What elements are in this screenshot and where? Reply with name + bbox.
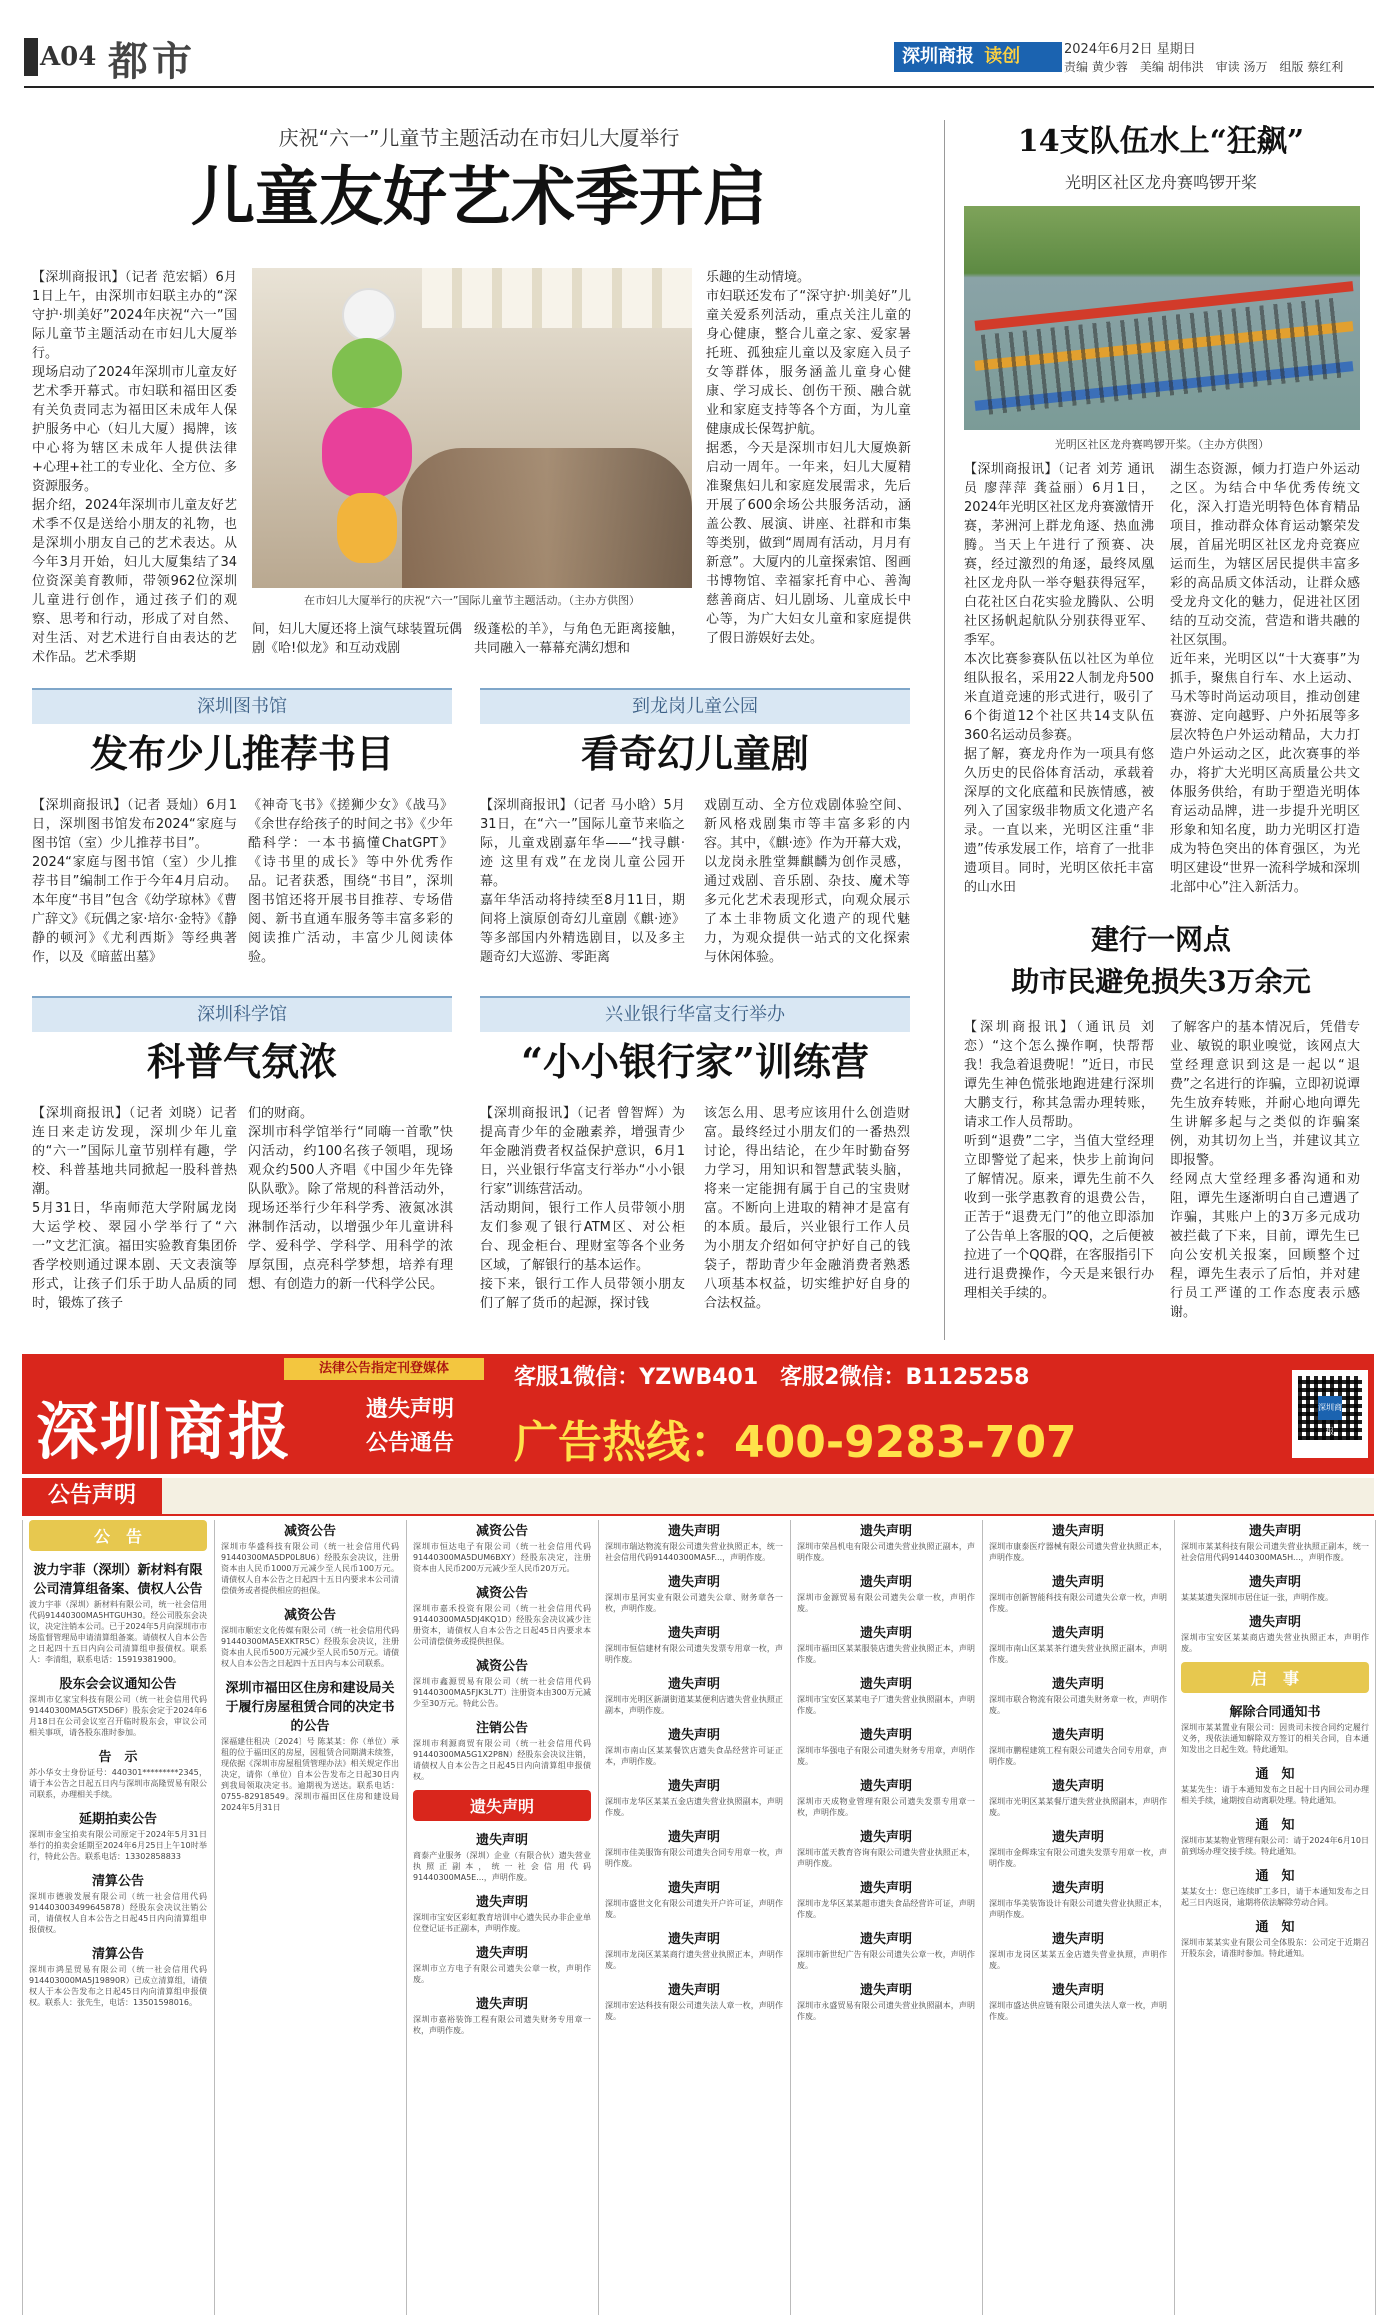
notice-title: 遗失声明 [667,1779,720,1794]
longgang-col1-text: 【深圳商报讯】（记者 马小晗）5月31日，在“六一”国际儿童节来临之际，儿童戏剧嘉年华——“找寻麒·迹 这里有戏”在龙岗儿童公园开幕。 嘉年华活动将持续至8月11日，期间将上演原创奇幻儿童剧《麒·迹》等多部国内外精选剧目，以及多主题奇幻大巡游、零距离 [480,798,685,965]
notice-title: 遗失声明 [1051,1677,1104,1692]
notice-title: 遗失声明 [859,1575,912,1590]
notice-item [989,1622,1167,1665]
notice-title: 清算公告 [91,1947,144,1962]
notice-body: 某某女士：您已连续旷工多日，请于本通知发布之日起三日内返岗，逾期将依法解除劳动合同。 [1181,1887,1369,1907]
notice-title: 遗失声明 [1051,1626,1104,1641]
notice-body: 某某先生：请于本通知发布之日起十日内回公司办理相关手续，逾期按自动离职处理。特此通知。 [1181,1785,1369,1805]
notice-item [797,1673,975,1716]
notice-body: 深圳市龙岗区某某五金店遗失营业执照，声明作废。 [989,1950,1167,1970]
library-headline: 发布少儿推荐书目 [89,731,394,776]
notice-body: 深圳市龙华区某某五金店遗失营业执照副本，声明作废。 [605,1797,783,1817]
science-col1 [32,1104,237,1330]
library-col1-text: 【深圳商报讯】（记者 聂灿）6月1日，深圳图书馆发布2024“家庭与图书馆（室）少儿推荐书目”。 2024“家庭与图书馆（室）少儿推荐书目”编制工作于今年4月启动。本年度“书目”包含《幼学琼林》《曹广辞文》《玩偶之家·培尔·金特》《静静的顿河》《尤利西斯》等经典著作，以及《暗蓝出墓》 [32,798,237,965]
notice-title: 遗失声明 [859,1779,912,1794]
notice-body: 深圳市鑫源贸易有限公司（统一社会信用代码91440300MA5FJK3L7T）注册资本由300万元减少至30万元。特此公告。 [413,1677,591,1708]
notice-body: 深圳市立方电子有限公司遗失公章一枚，声明作废。 [413,1964,591,1984]
notice-item [29,1870,207,1935]
notice-body: 深圳市永盛贸易有限公司遗失营业执照副本，声明作废。 [797,2001,975,2021]
notice-title: 遗失声明 [859,1881,912,1896]
library-col2-text: 《神奇飞书》《搓狮少女》《战马》《余世存给孩子的时间之书》《少年酷科学：一本书搞懂ChatGPT》《诗书里的成长》等中外优秀作品。记者获悉，围绕“书目”，深圳图书馆还将开展书目推荐、专场借阅、新书直通车服务等丰富多彩的阅读推广活动，丰富少儿阅读体验。 [248,798,453,965]
dragon-col2-text: 湖生态资源，倾力打造户外运动之区。为结合中华优秀传统文化，深入打造光明特色体育精品项目，推动群众体育运动繁荣发展，首届光明区社区龙舟竞赛应运而生，为辖区居民提供丰富多彩的高品质文体活动，让群众感受龙舟文化的魅力，促进社区团结的互动交流，营造和谐共融的社区氛围。 近年来，光明区以“十大赛事”为抓手，聚焦自行车、水上运动、马术等时尚运动项目，推动创建赛游、定向越野、户外拓展等多层次特色户外运动精品，大力打造户外运动之区，此次赛事的举办，将扩大光明区高质量公共文体服务供给，有助于塑造光明体育运动品牌，进一步提升光明区形象和知名度，助力光明区打造成为特色突出的体育强区，为光明区建设“世界一流科学城和深圳北部中心”注入新活力。 [1170,462,1360,895]
notice-body: 深圳市南山区某某餐饮店遗失食品经营许可证正本，声明作废。 [605,1746,783,1766]
ad-hotline: 广告热线：400-9283-707 [514,1417,1077,1468]
notice-body: 深圳市金源贸易有限公司遗失公章一枚，声明作废。 [797,1593,975,1613]
notice-body: 深圳市华美装饰设计有限公司遗失营业执照正本，声明作废。 [989,1899,1167,1919]
qr-center-logo: 深圳商报 [1318,1396,1342,1420]
notice-item [797,1928,975,1971]
notice-item [605,1928,783,1971]
notice-body: 深圳市光明区新湖街道某某便利店遗失营业执照正副本，声明作废。 [605,1695,783,1715]
notice-item [605,1979,783,2022]
main-photo [252,268,692,588]
notice-title: 遗失声明 [667,1575,720,1590]
notice-title: 遗失声明 [1248,1524,1301,1539]
notice-title: 通 知 [1255,1767,1295,1782]
notice-title: 遗失声明 [1051,1728,1104,1743]
page-header [24,30,1374,88]
fraud-col1-text: 【深圳商报讯】（通讯员 刘恋）“这个怎么操作啊，快帮帮我！我急着退费呢！”近日，市民谭先生神色慌张地跑进建行深圳大鹏支行，称其急需办理转账，请求工作人员帮助。 听到“退费”二字，当值大堂经理立即警觉了起来，快步上前询问了解情况。原来，谭先生前不久收到一张学惠教育的退费公告，正苦于“退费无门”的他立即添加了公告单上客服的QQ，之后便被拉进了一个QQ群，在客服指引下进行退费操作，今天是来银行办理相关手续的。 [964,1020,1154,1301]
bank-section-bar: 兴业银行华富支行举办 [480,996,910,1032]
notice-body: 波力宇菲（深圳）新材料有限公司，统一社会信用代码91440300MA5HTGUH30。经公司股东会决议，决定注销本公司。已于2024年5月向深圳市市场监督管理局申请清算组备案。请债权人自本公告之日起四十五日内向公司清算组申报债权。联系人：李清组，联系电话：15919381900。 [29,1600,207,1664]
notice-item [413,1993,591,2036]
ad-tag: 法律公告指定刊登媒体 [284,1358,484,1380]
notice-body: 某某某遗失深圳市居住证一张，声明作废。 [1181,1593,1333,1602]
notice-title: 减资公告 [475,1586,528,1601]
notice-body: 深圳市蓝天教育咨询有限公司遗失营业执照正本，声明作废。 [797,1848,975,1868]
longgang-col2-text: 戏剧互动、全方位戏剧体验空间、新风格戏剧集市等丰富多彩的内容。其中，《麒·迹》作为开幕大戏，以龙岗永胜堂舞麒麟为创作灵感，通过戏剧、音乐剧、杂技、魔术等多元化艺术表现形式，向观众展示了本土非物质文化遗产的现代魅力，为观众提供一站式的文化探索与休闲体验。 [704,798,910,965]
notice-title: 减资公告 [475,1659,528,1674]
notice-item [605,1571,783,1614]
notice-body: 深圳市康泰医疗器械有限公司遗失营业执照正本，声明作废。 [989,1542,1167,1562]
fraud-col2 [1170,1018,1360,1330]
notice-item [29,1673,207,1738]
notice-column-2 [214,1520,405,2315]
notice-item [29,1746,207,1800]
notice-title: 股东会会议通知公告 [59,1677,177,1692]
notice-title: 遗失声明 [1051,1830,1104,1845]
notice-body: 商泰产业服务（深圳）企业（有限合伙）遗失营业执照正副本，统一社会信用代码91440300MA5E...，声明作废。 [413,1851,591,1882]
notice-title: 遗失声明 [1051,1932,1104,1947]
main-story-col3 [474,620,684,660]
notice-item [413,1717,591,1782]
longgang-col2 [704,796,910,982]
main-story-col4 [706,268,911,660]
paper-logo-tag: 读创 [984,46,1021,67]
notice-item [989,1877,1167,1920]
notice-title: 延期拍卖公告 [78,1812,157,1827]
notice-body: 深圳市天成物业管理有限公司遗失发票专用章一枚，声明作废。 [797,1797,975,1817]
notice-title: 注销公告 [475,1721,528,1736]
notice-column-7 [1174,1520,1376,2315]
notice-title: 遗失声明 [1051,1983,1104,1998]
page-number-badge [24,38,97,78]
notice-item [1181,1520,1369,1563]
dragon-subhead: 光明区社区龙舟赛鸣锣开桨 [1064,173,1257,192]
dragon-photo-caption: 光明区社区龙舟赛鸣锣开桨。（主办方供图） [1054,438,1270,451]
notice-body: 深福建住租决〔2024〕号 陈某某：你（单位）承租的位于福田区的房屋，因租赁合同期满未续签，现依据《深圳市房屋租赁管理办法》相关规定作出决定，请你（单位）自本公告发布之日起30日内到我局领取决定书。逾期视为送达。联系电话：0755-82918549。深圳市福田区住房和建设局 2024年5月31日 [221,1737,399,1812]
notice-title: 遗失声明 [475,1946,528,1961]
notice-item [797,1520,975,1563]
notice-title: 遗失声明 [475,1895,528,1910]
notice-title: 通 知 [1255,1818,1295,1833]
notice-body: 苏小华女士身份证号：440301*********2345，请于本公告之日起五日内与深圳市高隆贸易有限公司联系，办理相关手续。 [29,1768,207,1799]
notice-title: 遗失声明 [667,1932,720,1947]
notice-item [605,1724,783,1767]
notice-title: 遗失声明 [667,1677,720,1692]
fraud-col2-text: 了解客户的基本情况后，凭借专业、敏锐的职业嗅觉，该网点大堂经理意识到这是一起以“退费”之名进行的诈骗，立即初说谭先生放弃转账，并耐心地向谭先生讲解多起与之类似的诈骗案例，劝其切勿上当，并建议其立即报警。 经网点大堂经理多番沟通和劝阻，谭先生逐渐明白自己遭遇了诈骗，其账户上的3万多元成功被拦截了下来，目前，谭先生已向公安机关报案，回顾整个过程，谭先生表示了后怕，并对建行员工严谨的工作态度表示感谢。 [1170,1020,1360,1320]
notice-item [605,1520,783,1563]
library-section-bar: 深圳图书馆 [32,688,452,724]
notice-body: 深圳市某某置业有限公司：因贵司未按合同约定履行义务，现依法通知解除双方签订的相关合同，自本通知发出之日起生效。特此通知。 [1181,1723,1369,1754]
notice-body: 深圳市德骏发展有限公司（统一社会信用代码914403003499645878）经股东会决议注销公司，请债权人自本公告之日起45日内向清算组申报债权。 [29,1892,207,1934]
notice-item [605,1775,783,1818]
notice-item [29,1808,207,1862]
issue-date: 2024年6月2日 星期日 [1064,42,1196,57]
main-kicker: 庆祝“六一”儿童节主题活动在市妇儿大厦举行 [278,126,680,150]
notice-item [29,1943,207,2008]
notice-item [221,1677,399,1813]
fraud-headline-1: 建行一网点 [1090,923,1231,956]
main-col3-text: 级蓬松的羊》，与角色无距离接触，共同融入一幕幕充满幻想和 [474,622,684,656]
notice-body: 深圳市荣昌机电有限公司遗失营业执照正副本，声明作废。 [797,1542,975,1562]
bank-col1-text: 【深圳商报讯】（记者 曾智辉）为提高青少年的金融素养，增强青少年金融消费者权益保护意识，6月1日，兴业银行华富支行举办“小小银行家”训练营活动。 活动期间，银行工作人员带领小朋友们参观了银行ATM区、对公柜台、现金柜台、理财室等各个业务区域，了解银行的基本运作。 接下来，银行工作人员带领小朋友们了解了货币的起源，探讨钱 [480,1106,685,1311]
notice-title: 减资公告 [283,1608,336,1623]
notices-section-bar [22,1478,1374,1516]
notice-item [1181,1571,1369,1603]
notice-body: 深圳市利源商贸有限公司（统一社会信用代码91440300MA5G1X2P8N）经股东会决议注销，请债权人自本公告之日起45日内向清算组申报债权。 [413,1739,591,1781]
notice-item [989,1979,1167,2022]
notice-body: 深圳市宝安区某某商店遗失营业执照正本，声明作废。 [1181,1633,1369,1653]
notice-body: 深圳市瑞达物流有限公司遗失营业执照正本，统一社会信用代码91440300MA5F...，声明作废。 [605,1542,783,1562]
qr-code-icon [1292,1370,1368,1458]
notice-body: 深圳市鹏程建筑工程有限公司遗失合同专用章，声明作废。 [989,1746,1167,1766]
main-headline: 儿童友好艺术季开启 [191,160,767,235]
science-col2-text: 们的财商。 深圳市科学馆举行“同嗨一首歌”快闪活动，约100名孩子领唱，现场观众约500人齐唱《中国少年先锋队队歌》。除了常规的科普活动外，现场还举行少年科学秀、液氮冰淇淋制作活动，以增强少年儿童讲科学、爱科学、学科学、用科学的浓厚氛围，点亮科学梦想，培养有理想、有创造力的新一代科学公民。 [248,1106,453,1292]
column-divider [944,120,945,1340]
notices-title: 公告声明 [22,1478,162,1514]
notice-item [413,1891,591,1934]
notice-item [1181,1865,1369,1908]
notice-item [1181,1611,1369,1654]
notice-item [413,1942,591,1985]
notice-title: 深圳市福田区住房和建设局关于履行房屋租赁合同的决定书的公告 [225,1681,395,1734]
section-title: 都市 [108,38,196,85]
notice-item [797,1571,975,1614]
notice-body: 深圳市宏达科技有限公司遗失法人章一枚，声明作废。 [605,2001,783,2021]
ad-service: 客服1微信：YZWB401 客服2微信：B1125258 [514,1365,1030,1390]
notice-title: 通 知 [1255,1920,1295,1935]
notice-title: 遗失声明 [667,1626,720,1641]
notice-title: 遗失声明 [859,1983,912,1998]
notice-body: 深圳市恒达电子有限公司（统一社会信用代码91440300MA5DUM6BXY）经股东决定，注册资本由人民币200万元减少至人民币20万元。 [413,1542,591,1573]
notice-item [797,1622,975,1665]
paper-logo-text: 深圳商报 [902,46,974,67]
notice-body: 深圳市光明区某某餐厅遗失营业执照副本，声明作废。 [989,1797,1167,1817]
library-col2 [248,796,453,982]
notice-title: 遗失声明 [667,1830,720,1845]
notice-item [1181,1662,1369,1693]
notice-title: 遗失声明 [667,1524,720,1539]
notice-body: 深圳市顺宏文化传媒有限公司（统一社会信用代码91440300MA5EXKTR5C）经股东会决议，注册资本由人民币500万元减少至人民币50万元。请债权人自本公告之日起四十五日内与本公司联系。 [221,1626,399,1668]
notice-column-3 [406,1520,597,2315]
notice-body: 深圳市创新智能科技有限公司遗失公章一枚，声明作废。 [989,1593,1167,1613]
notice-body: 深圳市盛世文化有限公司遗失开户许可证，声明作废。 [605,1899,783,1919]
main-col4-text: 乐趣的生动情境。 市妇联还发布了“深守护·圳美好”儿童关爱系列活动，重点关注儿童的身心健康，整合儿童之家、爱家暑托班、孤独症儿童以及家庭入员子女等群体，服务涵盖儿童身心健康、学习成长、创伤干预、融合就业和家庭支持等各个方面，为儿童健康成长保驾护航。 据悉，今天是深圳市妇儿大厦焕新启动一周年。一年来，妇儿大厦精准聚焦妇儿和家庭发展需求，先后开展了600余场公共服务活动，涵盖公教、展演、讲座、社群和市集等类别，做到“周周有活动，月月有新意”。大厦内的儿童探索馆、图画书博物馆、幸福家托育中心、善淘慈善商店、妇儿剧场、儿童成长中心等，为广大妇女儿童和家庭提供了假日游娱好去处。 [706,270,911,646]
notice-body: 深圳市盛达供应链有限公司遗失法人章一枚，声明作废。 [989,2001,1167,2021]
notice-item [1181,1701,1369,1755]
notice-title: 遗失声明 [1248,1575,1301,1590]
notice-title: 遗失声明 [1051,1575,1104,1590]
notice-title: 遗失声明 [859,1626,912,1641]
notice-title: 遗失声明 [667,1983,720,1998]
notice-item [989,1520,1167,1563]
notice-item [989,1826,1167,1869]
library-col1 [32,796,237,982]
notice-column-5 [790,1520,981,2315]
science-section-bar: 深圳科学馆 [32,996,452,1032]
notice-body: 深圳市联合物流有限公司遗失财务章一枚，声明作废。 [989,1695,1167,1715]
notice-title: 减资公告 [475,1524,528,1539]
page-number: A04 [40,42,97,72]
notice-item [797,1877,975,1920]
notice-item [797,1724,975,1767]
ad-logo: 深圳商报 [36,1395,293,1468]
staff-list: 责编 黄少蓉 美编 胡伟洪 审读 汤万 组版 蔡红利 [1064,60,1344,74]
notice-body: 深圳市嘉裕装饰工程有限公司遗失财务专用章一枚，声明作废。 [413,2015,591,2035]
notice-body: 深圳市佳美服饰有限公司遗失合同专用章一枚，声明作废。 [605,1848,783,1868]
crowd-shape [402,448,692,588]
notice-item [989,1673,1167,1716]
notice-item [29,1559,207,1665]
balloon-figure [322,288,412,568]
notice-title: 解除合同通知书 [1229,1705,1321,1720]
bank-col1 [480,1104,685,1330]
notice-body: 深圳市龙岗区某某商行遗失营业执照正本，声明作废。 [605,1950,783,1970]
notice-body: 深圳市宝安区彩虹教育培训中心遗失民办非企业单位登记证书正副本，声明作废。 [413,1913,591,1933]
main-story-col1 [32,268,237,665]
notice-item [1181,1763,1369,1806]
notice-item [413,1582,591,1647]
notice-title: 波力宇菲（深圳）新材料有限公司清算组备案、债权人公告 [33,1563,203,1597]
main-col2-text: 间，妇儿大厦还将上演气球装置玩偶剧《哈!似龙》和互动戏剧 [252,622,462,656]
notice-title: 遗失声明 [859,1932,912,1947]
notice-title: 通 知 [1255,1869,1295,1884]
notice-body: 深圳市新世纪广告有限公司遗失公章一枚，声明作废。 [797,1950,975,1970]
notice-body: 深圳市龙华区某某超市遗失食品经营许可证，声明作废。 [797,1899,975,1919]
ad-banner [22,1354,1374,1474]
notice-item [413,1655,591,1709]
main-photo-caption: 在市妇儿大厦举行的庆祝“六一”国际儿童节主题活动。（主办方供图） [304,594,640,607]
notice-item [989,1775,1167,1818]
notice-item [605,1673,783,1716]
main-story-col2 [252,620,462,660]
notice-title: 遗失声明 [1051,1881,1104,1896]
ad-line1: 遗失声明 [366,1397,455,1422]
notice-item [605,1622,783,1665]
notice-title: 遗失声明 [1248,1615,1301,1630]
notice-title: 遗失声明 [413,1790,591,1821]
notice-title: 遗失声明 [475,1833,528,1848]
notice-body: 深圳市某某物业管理有限公司：请于2024年6月10日前到场办理交接手续。特此通知。 [1181,1836,1369,1856]
notice-body: 深圳市华盛科技有限公司（统一社会信用代码91440300MA5DP0L8U6）经股东会决议，注册资本由人民币1000万元减少至人民币100万元。请债权人自本公告之日起四十五日内要求本公司清偿债务或者提供相应的担保。 [221,1542,399,1595]
notice-body: 深圳市宝安区某某电子厂遗失营业执照副本，声明作废。 [797,1695,975,1715]
notice-title: 清算公告 [91,1874,144,1889]
notice-column-1 [22,1520,213,2315]
notice-item [797,1826,975,1869]
notice-body: 深圳市恒信建材有限公司遗失发票专用章一枚，声明作废。 [605,1644,783,1664]
notice-item [1181,1814,1369,1857]
science-col2 [248,1104,453,1330]
dragon-col1 [964,460,1154,895]
notice-item [1181,1916,1369,1959]
longgang-col1 [480,796,685,982]
notice-body: 深圳市嘉禾投资有限公司（统一社会信用代码91440300MA5DJ4KQ1D）经股东会决议减少注册资本，请债权人自本公告之日起45日内要求本公司清偿债务或提供担保。 [413,1604,591,1646]
notice-title: 遗失声明 [475,1997,528,2012]
notice-item [797,1979,975,2022]
notice-body: 深圳市亿家宝科技有限公司（统一社会信用代码91440300MA5GTX5D6F）股东会定于2024年6月18日在公司会议室召开临时股东会，审议公司相关事项，请各股东准时参加。 [29,1695,207,1737]
dragon-headline: 14支队伍水上“狂飙” [1017,124,1305,159]
notice-title: 遗失声明 [859,1728,912,1743]
notice-title: 遗失声明 [667,1728,720,1743]
notice-column-4 [598,1520,789,2315]
notice-column-6 [982,1520,1173,2315]
notice-body: 深圳市某某实业有限公司全体股东：公司定于近期召开股东会，请准时参加。特此通知。 [1181,1938,1369,1958]
fraud-headline-2: 助市民避免损失3万余元 [1011,965,1311,998]
notice-title: 告 示 [98,1750,138,1765]
bank-col2-text: 该怎么用、思考应该用什么创造财富。最终经过小朋友们的一番热烈讨论，得出结论，在少年时勤奋努力学习，用知识和智慧武装头脑，将来一定能拥有属于自己的宝贵财富。不断向上进取的精神才是富有的本质。最后，兴业银行工作人员为小朋友介绍如何守护好自己的钱袋子，帮助青少年金融消费者熟悉八项基本权益，切实维护好自身的合法权益。 [704,1106,910,1311]
ceiling-lights [422,268,692,328]
paper-logo [894,42,1062,72]
longgang-headline: 看奇幻儿童剧 [580,731,809,776]
notice-item [221,1520,399,1596]
notice-item [989,1724,1167,1767]
notice-item [605,1877,783,1920]
notice-title: 遗失声明 [667,1881,720,1896]
dragon-col1-text: 【深圳商报讯】（记者 刘芳 通讯员 廖萍萍 龚益丽）6月1日，2024年光明区社区龙舟赛激情开赛，茅洲河上群龙角逐、热血沸腾。当天上午进行了预赛、决赛，经过激烈的角逐，最终凤凰社区龙舟队一举夺魁获得冠军，白花社区白花实验龙腾队、公明社区扬帆起航队分别获得亚军、季军。 本次比赛参赛队伍以社区为单位组队报名，采用22人制龙舟500米直道竞速的形式进行，吸引了6个街道12个社区共14支队伍360名运动员参赛。 据了解，赛龙舟作为一项具有悠久历史的民俗体育活动，承载着深厚的文化底蕴和民族情感，被列入了国家级非物质文化遗产名录。一直以来，光明区注重“非遗”传承发展工作，培育了一批非遗项目。同时，光明区依托丰富的山水田 [964,462,1154,895]
notice-body: 深圳市星河实业有限公司遗失公章、财务章各一枚，声明作废。 [605,1593,783,1613]
notice-title: 遗失声明 [1051,1779,1104,1794]
notice-body: 深圳市福田区某某服装店遗失营业执照正本，声明作废。 [797,1644,975,1664]
notice-item [605,1826,783,1869]
ad-line2: 公告通告 [366,1431,455,1456]
dragon-photo [964,206,1360,430]
notice-item [413,1829,591,1883]
notice-item [29,1520,207,1551]
notice-body: 深圳市南山区某某茶行遗失营业执照正副本，声明作废。 [989,1644,1167,1664]
bank-col2 [704,1104,910,1330]
notice-body: 深圳市某某科技有限公司遗失营业执照正副本，统一社会信用代码91440300MA5H...，声明作废。 [1181,1542,1369,1562]
notice-body: 深圳市鸿星贸易有限公司（统一社会信用代码914403000MA5J19890R）已成立清算组，请债权人于本公告发布之日起45日内向清算组申报债权。联系人：张先生，电话：13501598016。 [29,1965,207,2007]
badge-corner-icon [24,38,38,76]
longgang-section-bar: 到龙岗儿童公园 [480,688,910,724]
notice-item [989,1571,1167,1614]
notice-body: 深圳市华强电子有限公司遗失财务专用章，声明作废。 [797,1746,975,1766]
notice-title: 减资公告 [283,1524,336,1539]
notice-item [413,1520,591,1574]
notice-title: 启 事 [1181,1662,1369,1693]
notice-title: 遗失声明 [859,1677,912,1692]
notice-title: 遗失声明 [859,1524,912,1539]
notice-body: 深圳市金宝拍卖有限公司原定于2024年5月31日举行的拍卖会延期至2024年6月25日上午10时举行，特此公告。联系电话：13302858833 [29,1830,207,1861]
main-col1-text: 【深圳商报讯】（记者 范宏韬）6月1日上午，由深圳市妇联主办的“深守护·圳美好”2024年庆祝“六一”国际儿童节主题活动在市妇儿大厦举行。 现场启动了2024年深圳市儿童友好艺术季开幕式。市妇联和福田区委有关负责同志为福田区未成年人保护服务中心（妇儿大厦）揭牌，该中心将为辖区未成年人提供法律+心理+社工的专业化、全方位、多资源服务。 据介绍，2024年深圳市儿童友好艺术季不仅是送给小朋友的礼物，也是深圳小朋友自己的艺术表达。从今年3月开始，妇儿大厦集结了34位资深美育教师，带领962位深圳儿童进行创作，通过孩子们的观察、思考和行动，形成了对自然、对生活、对艺术进行自由表达的艺术作品。艺术季期 [32,270,237,665]
science-col1-text: 【深圳商报讯】（记者 刘晓）记者连日来走访发现，深圳少年儿童的“六一”国际儿童节别样有趣，学校、科普基地共同掀起一股科普热潮。 5月31日，华南师范大学附属龙岗大运学校、翠园小学举行了“六一”文艺汇演。福田实验教育集团侨香学校则通过课本剧、天文表演等形式，让孩子们乐于助人品质的同时，锻炼了孩子 [32,1106,237,1311]
notice-item [221,1604,399,1669]
dragon-col2 [1170,460,1360,895]
notice-body: 深圳市金辉珠宝有限公司遗失发票专用章一枚，声明作废。 [989,1848,1167,1868]
science-headline: 科普气氛浓 [146,1039,337,1084]
notice-item [797,1775,975,1818]
notice-item [989,1928,1167,1971]
notice-title: 遗失声明 [1051,1524,1104,1539]
notice-title: 遗失声明 [859,1830,912,1845]
notice-title: 公 告 [29,1520,207,1551]
notice-item [413,1790,591,1821]
bank-headline: “小小银行家”训练营 [521,1039,869,1084]
fraud-col1 [964,1018,1154,1330]
